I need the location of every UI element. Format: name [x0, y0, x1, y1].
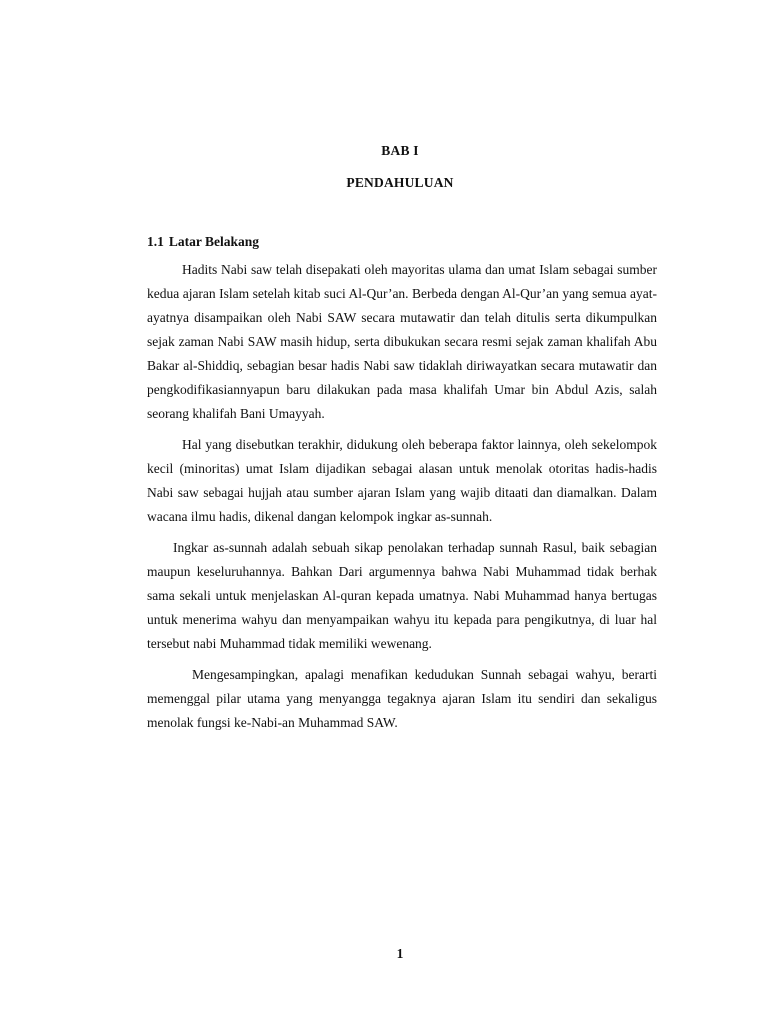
body-text: [147, 258, 657, 742]
section-title: Latar Belakang: [168, 234, 260, 249]
paragraph: Hadits Nabi saw telah disepakati oleh mayoritas ulama dan umat Islam sebagai sumber kedua ajaran Islam setelah kitab suci Al-Qur’an. Berbeda dengan Al-Qur’an yang semua ayat-ayatnya disampaikan oleh Nabi SAW secara mutawatir dan telah ditulis serta dikumpulkan sejak zaman Nabi SAW masih hidup, serta dibukukan secara resmi sejak zaman khalifah Abu Bakar al-Shiddiq, sebagian besar hadis Nabi saw tidaklah diriwayatkan secara mutawatir dan pengkodifikasiannyapun baru dilakukan pada masa khalifah Umar bin Abdul Azis, salah seorang khalifah Bani Umayyah.: [147, 262, 657, 421]
page-number: 1: [396, 946, 404, 961]
paragraph: Hal yang disebutkan terakhir, didukung oleh beberapa faktor lainnya, oleh sekelompok kecil (minoritas) umat Islam dijadikan sebagai alasan untuk menolak otoritas hadis-hadis Nabi saw sebagai hujjah atau sumber ajaran Islam yang wajib ditaati dan diamalkan. Dalam wacana ilmu hadis, dikenal dangan kelompok ingkar as-sunnah.: [147, 437, 657, 524]
chapter-title: PENDAHULUAN: [346, 175, 454, 190]
paragraph: Mengesampingkan, apalagi menafikan kedudukan Sunnah sebagai wahyu, berarti memenggal pilar utama yang menyangga tegaknya ajaran Islam itu sendiri dan sekaligus menolak fungsi ke-Nabi-an Muhammad SAW.: [147, 667, 657, 730]
paragraph: Ingkar as-sunnah adalah sebuah sikap penolakan terhadap sunnah Rasul, baik sebagian maupun keseluruhannya. Bahkan Dari argumennya bahwa Nabi Muhammad tidak berhak sama sekali untuk menjelaskan Al-quran kepada umatnya. Nabi Muhammad hanya bertugas untuk menerima wahyu dan menyampaikan wahyu itu kepada para pengikutnya, di luar hal tersebut nabi Muhammad tidak memiliki wewenang.: [147, 540, 657, 651]
chapter-label: BAB I: [381, 143, 419, 158]
section-number: 1.1: [147, 234, 164, 249]
section-heading: [147, 234, 259, 250]
